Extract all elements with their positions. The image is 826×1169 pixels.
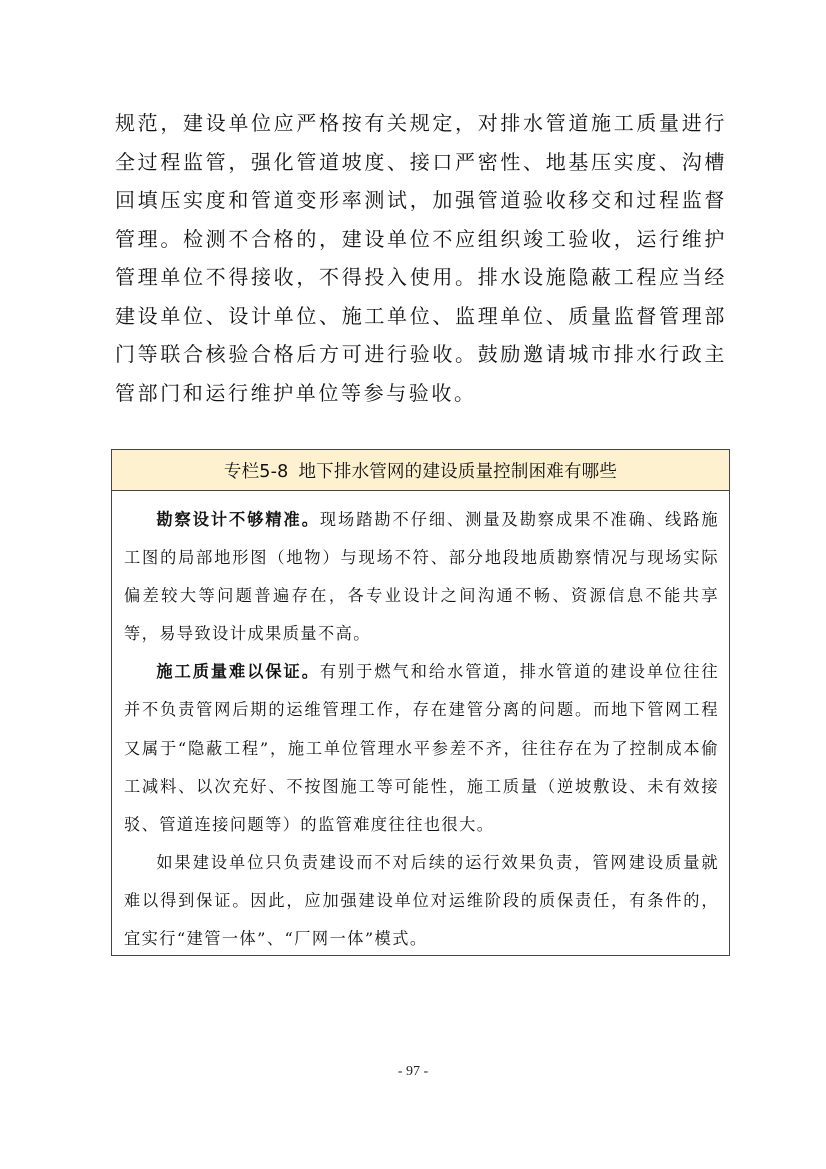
box-paragraph-text: 现场踏勘不仔细、测量及勘察成果不准确、线路施工图的局部地形图（地物）与现场不符、部分地段地质勘察情况与现场实际偏差较大等问题普遍存在，各专业设计之间沟通不畅、资源信息不能共享等，易导致设计成果质量不高。: [124, 510, 719, 644]
box-paragraph-conclusion: [124, 844, 719, 958]
box-paragraph-text: 有别于燃气和给水管道，排水管道的建设单位往往并不负责管网后期的运维管理工作，存在建管分离的问题。而地下管网工程又属于“隐蔽工程”，施工单位管理水平参差不齐，往往存在为了控制成本偷工减料、以次充好、不按图施工等可能性，施工质量（逆坡敷设、未有效接驳、管道连接问题等）的监管难度往往也很大。: [124, 662, 719, 834]
main-paragraph: 规范，建设单位应严格按有关规定，对排水管道施工质量进行全过程监管，强化管道坡度、接口严密性、地基压实度、沟槽回填压实度和管道变形率测试，加强管道验收移交和过程监督管理。检测不合格的，建设单位不应组织竣工验收，运行维护管理单位不得接收，不得投入使用。排水设施隐蔽工程应当经建设单位、设计单位、施工单位、监理单位、质量监督管理部门等联合核验合格后方可进行验收。鼓励邀请城市排水行政主管部门和运行维护单位等参与验收。: [115, 111, 727, 405]
sidebar-box-header: [112, 450, 729, 491]
box-paragraph-lead: 勘察设计不够精准。: [156, 510, 320, 529]
page-number: - 97 -: [397, 1064, 429, 1079]
sidebar-box: [111, 449, 730, 956]
sidebar-box-title: 地下排水管网的建设质量控制困难有哪些: [298, 461, 618, 482]
sidebar-box-body: [112, 491, 729, 958]
sidebar-box-label: 专栏5-8: [223, 461, 289, 482]
box-paragraph-lead: 施工质量难以保证。: [156, 662, 320, 682]
box-paragraph-construction: [124, 653, 719, 843]
box-paragraph-survey: [124, 501, 719, 653]
box-paragraph-text: 如果建设单位只负责建设而不对后续的运行效果负责，管网建设质量就难以得到保证。因此，应加强建设单位对运维阶段的质保责任，有条件的，宜实行“建管一体”、“厂网一体”模式。: [124, 852, 719, 949]
